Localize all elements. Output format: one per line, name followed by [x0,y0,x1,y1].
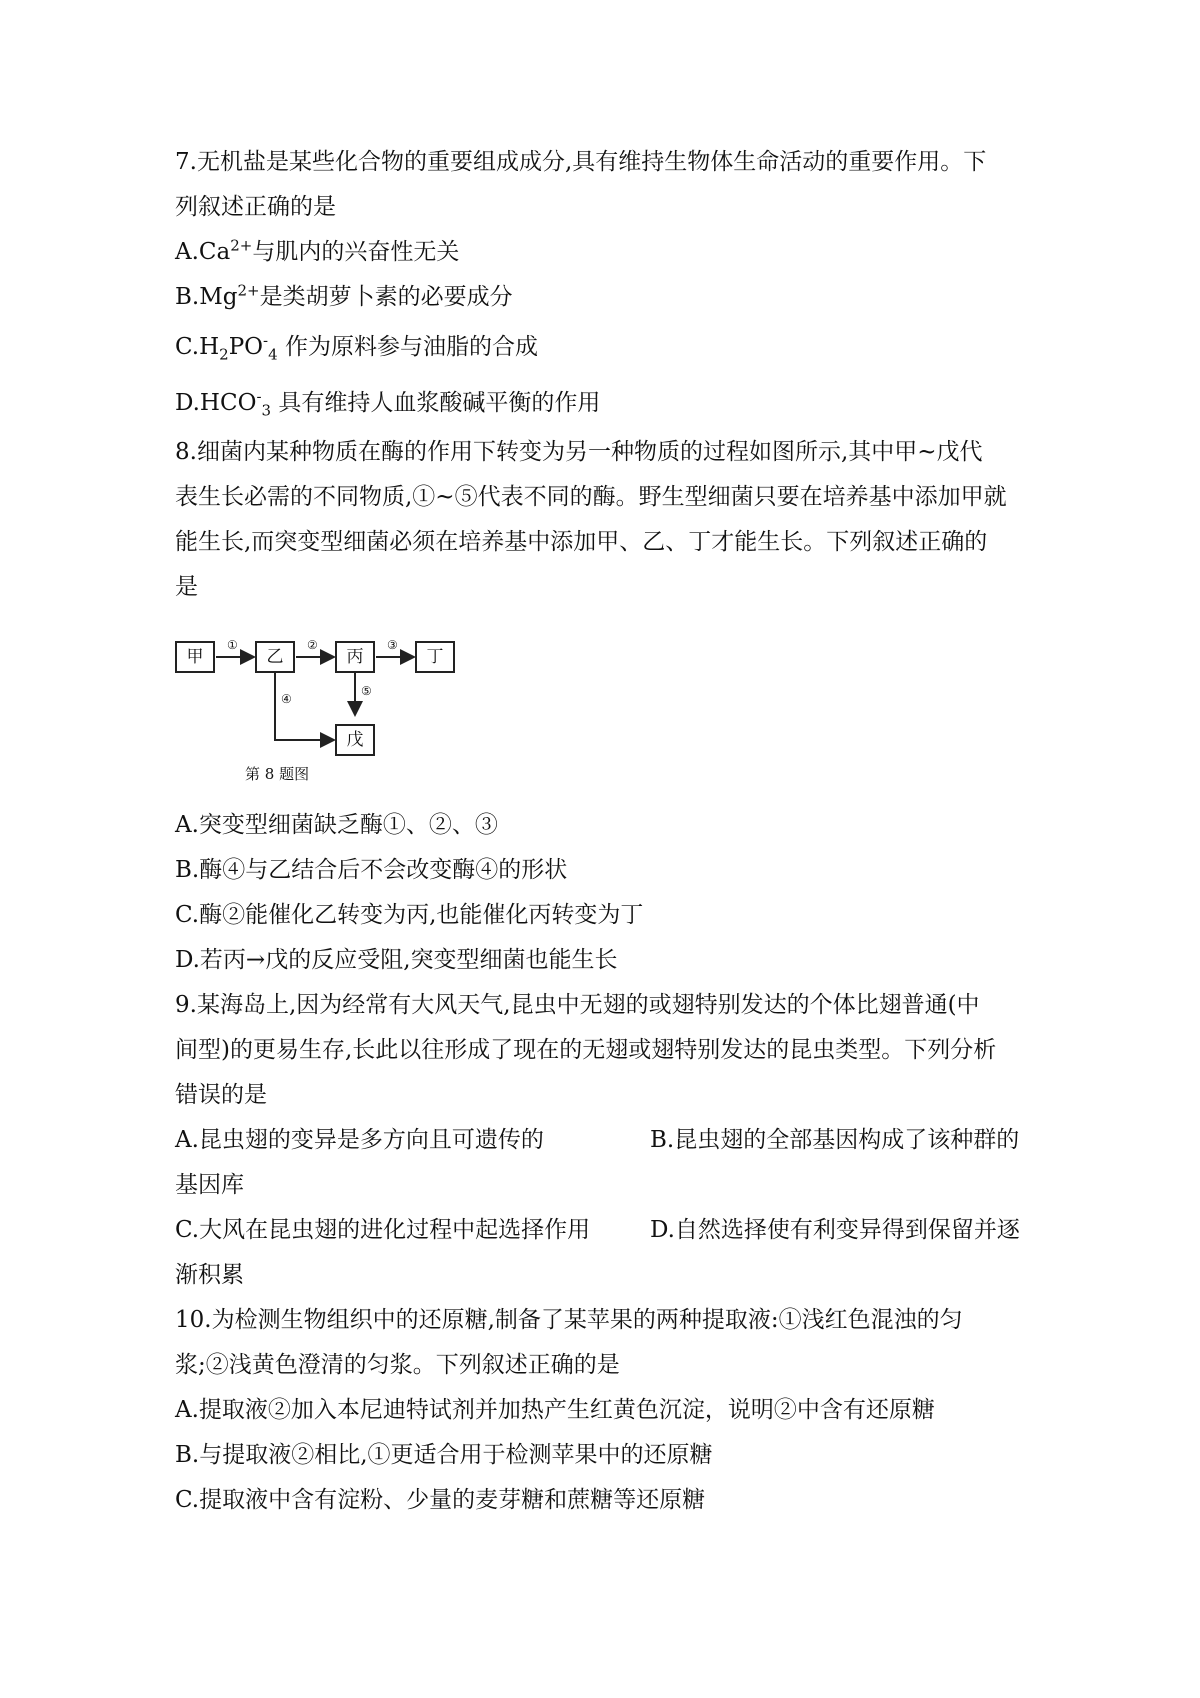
figure-caption: 第 8 题图 [245,765,310,783]
node-ding: 丁 [415,641,455,673]
q10-stem-line2: 浆;②浅黄色澄清的匀浆。下列叙述正确的是 [175,1352,620,1378]
q7-option-c: $C.H_2PO^-_4$ 作为原料参与油脂的合成 [175,331,538,364]
q9-option-d-line1: D.自然选择使有利变异得到保留并逐 [650,1217,1020,1243]
enzyme-label-1: ① [227,638,238,652]
q8-stem-line1: 8.细菌内某种物质在酶的作用下转变为另一种物质的过程如图所示,其中甲~戊代 [175,439,983,465]
q9-option-d-line2: 渐积累 [175,1262,244,1288]
q9-option-a: A.昆虫翅的变异是多方向且可遗传的 [175,1127,544,1153]
q7-stem-line1: 7.无机盐是某些化合物的重要组成成分,具有维持生物体生命活动的重要作用。下 [175,149,987,175]
q7-option-b: $B.Mg^{2+}$是类胡萝卜素的必要成分 [175,281,513,310]
q9-stem-line2: 间型)的更易生存,长此以往形成了现在的无翅或翅特别发达的昆虫类型。下列分析 [175,1037,997,1063]
node-jia: 甲 [175,641,215,673]
q7-option-a: $A.Ca^{2+}$与肌内的兴奋性无关 [175,236,460,265]
q8-option-d: D.若丙→戊的反应受阻,突变型细菌也能生长 [175,947,618,973]
enzyme-label-3: ③ [387,638,398,652]
q8-stem-line2: 表生长必需的不同物质,①~⑤代表不同的酶。野生型细菌只要在培养基中添加甲就 [175,484,1007,510]
q9-option-b-line2: 基因库 [175,1172,244,1198]
q8-stem-line3: 能生长,而突变型细菌必须在培养基中添加甲、乙、丁才能生长。下列叙述正确的 [175,529,988,555]
enzyme-label-5: ⑤ [361,684,372,698]
q8-option-c: C.酶②能催化乙转变为丙,也能催化丙转变为丁 [175,902,644,928]
q9-stem-line3: 错误的是 [175,1082,267,1108]
q10-option-a: A.提取液②加入本尼迪特试剂并加热产生红黄色沉淀，说明②中含有还原糖 [175,1397,935,1423]
node-wu: 戊 [335,724,375,756]
q9-stem-line1: 9.某海岛上,因为经常有大风天气,昆虫中无翅的或翅特别发达的个体比翅普通(中 [175,992,980,1018]
node-yi: 乙 [255,641,295,673]
q10-stem-line1: 10.为检测生物组织中的还原糖,制备了某苹果的两种提取液:①浅红色混浊的匀 [175,1307,963,1333]
q9-option-b-line1: B.昆虫翅的全部基因构成了该种群的 [650,1127,1020,1153]
q10-option-c: C.提取液中含有淀粉、少量的麦芽糖和蔗糖等还原糖 [175,1487,706,1513]
q7-stem-line2: 列叙述正确的是 [175,194,336,220]
q7-option-d: $D.HCO^-_3$ 具有维持人血浆酸碱平衡的作用 [175,387,601,420]
q8-option-b: B.酶④与乙结合后不会改变酶④的形状 [175,857,568,883]
q8-pathway-diagram [175,640,495,790]
enzyme-label-4: ④ [281,692,292,706]
arrow-yi-wu [275,673,334,740]
q10-option-b: B.与提取液②相比,①更适合用于检测苹果中的还原糖 [175,1442,713,1468]
node-bing: 丙 [335,641,375,673]
enzyme-label-2: ② [307,638,318,652]
q9-option-c: C.大风在昆虫翅的进化过程中起选择作用 [175,1217,591,1243]
q8-stem-line4: 是 [175,574,198,600]
q8-option-a: A.突变型细菌缺乏酶①、②、③ [175,812,498,838]
